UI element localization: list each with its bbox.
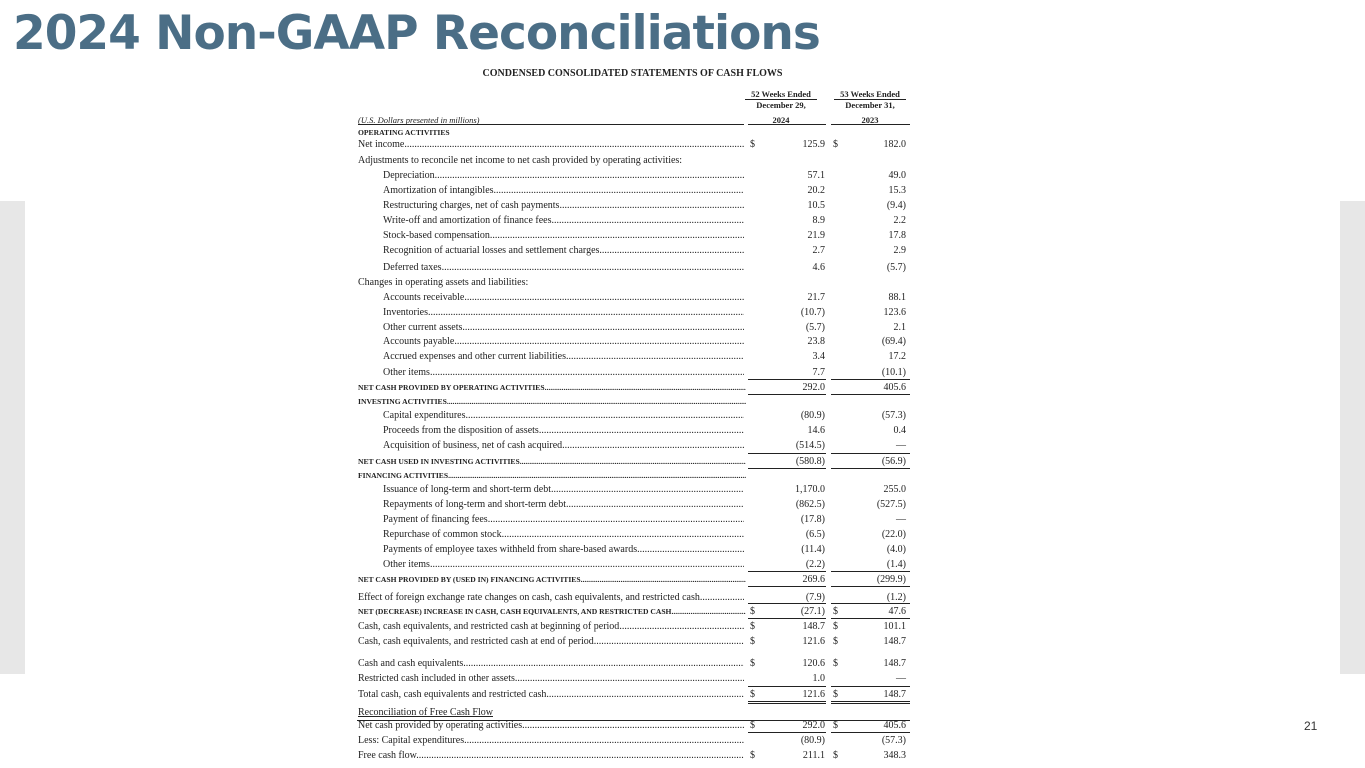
total-double-rule (748, 701, 826, 704)
value-2024: 3.4 (812, 351, 825, 362)
value-2024: 14.6 (807, 425, 825, 436)
subtotal-rule (748, 618, 826, 619)
value-2023: 0.4 (893, 425, 906, 436)
value-2024: 57.1 (807, 170, 825, 181)
subtotal-rule (831, 571, 910, 572)
value-2023: — (896, 440, 906, 451)
table-row (357, 672, 910, 686)
col2-date-header: December 31, (845, 100, 895, 110)
value-2024: 120.6 (802, 658, 825, 669)
value-2024: 121.6 (802, 689, 825, 700)
value-2024: 211.1 (802, 750, 825, 761)
table-row (357, 381, 910, 395)
subtotal-rule (831, 686, 910, 687)
table-row (357, 719, 910, 733)
table-row (357, 573, 910, 587)
subtotal-rule (831, 468, 910, 469)
row-label: Write-off and amortization of finance fees ..... (383, 214, 744, 228)
value-2024: (2.2) (805, 559, 825, 570)
row-label: Other current assets ..... (383, 321, 744, 335)
value-2024: 292.0 (802, 382, 825, 393)
row-label: Cash and cash equivalents ..... (358, 657, 744, 671)
table-row (357, 366, 910, 380)
table-row (357, 498, 910, 512)
row-label: Changes in operating assets and liabilities: (358, 277, 529, 288)
value-2023: 148.7 (883, 636, 906, 647)
row-label: Inventories ..... (383, 306, 744, 320)
value-2023: 49.0 (888, 170, 906, 181)
value-2023: (1.4) (886, 559, 906, 570)
value-2024: 121.6 (802, 636, 825, 647)
row-label: Restricted cash included in other assets ..... (358, 672, 744, 686)
currency-symbol-2024: $ (750, 750, 755, 761)
subtotal-rule (748, 468, 826, 469)
row-label: Effect of foreign exchange rate changes on cash, cash equivalents, and restricted cash ..... (358, 591, 744, 605)
value-2023: 148.7 (883, 689, 906, 700)
value-2023: 2.1 (893, 322, 906, 333)
row-label: Accounts receivable ..... (383, 291, 744, 305)
table-row (357, 229, 910, 243)
row-label: Cash, cash equivalents, and restricted cash at beginning of period ..... (358, 620, 744, 634)
row-label: Payment of financing fees ..... (383, 513, 744, 527)
value-2024: (80.9) (800, 410, 825, 421)
row-label: NET (DECREASE) INCREASE IN CASH, CASH EQUIVALENTS, AND RESTRICTED CASH ..... (358, 605, 746, 619)
value-2024: 10.5 (807, 200, 825, 211)
table-row (357, 543, 910, 557)
currency-symbol-2024: $ (750, 636, 755, 647)
row-label: Repayments of long-term and short-term debt ..... (383, 498, 744, 512)
value-2023: (299.9) (876, 574, 906, 585)
value-2024: 148.7 (802, 621, 825, 632)
row-label: Total cash, cash equivalents and restricted cash ..... (358, 688, 744, 702)
row-label: FINANCING ACTIVITIES ..... (358, 469, 746, 483)
row-label: Payments of employee taxes withheld from share-based awards ..... (383, 543, 744, 557)
col1-year-header: 2024 (772, 115, 790, 125)
value-2024: (580.8) (795, 456, 825, 467)
currency-symbol-2023: $ (833, 139, 838, 150)
row-label: Acquisition of business, net of cash acquired ..... (383, 439, 744, 453)
currency-symbol-2023: $ (833, 689, 838, 700)
table-row (357, 154, 910, 168)
row-label: INVESTING ACTIVITIES ..... (358, 395, 746, 409)
table-row (357, 306, 910, 320)
row-label: Adjustments to reconcile net income to net cash provided by operating activities: (358, 155, 683, 166)
value-2023: 88.1 (888, 292, 906, 303)
subtotal-rule (748, 394, 826, 395)
table-row (357, 439, 910, 453)
table-row (357, 528, 910, 542)
currency-symbol-2023: $ (833, 606, 838, 617)
value-2023: (69.4) (881, 336, 906, 347)
value-2023: 2.9 (893, 245, 906, 256)
row-label: Net cash provided by operating activities ..... (358, 719, 744, 733)
col1-weeks-header: 52 Weeks Ended (745, 89, 817, 100)
table-row (357, 214, 910, 228)
table-row (357, 335, 910, 349)
value-2023: 182.0 (883, 139, 906, 150)
subtotal-rule (748, 603, 826, 604)
value-2023: 148.7 (883, 658, 906, 669)
subtotal-rule (831, 394, 910, 395)
table-row (357, 591, 910, 605)
table-row (357, 749, 910, 763)
value-2023: — (896, 514, 906, 525)
table-row (357, 635, 910, 649)
subtotal-rule (831, 379, 910, 380)
table-row (357, 734, 910, 748)
table-row (357, 350, 910, 364)
table-row (357, 276, 910, 290)
row-label: Proceeds from the disposition of assets ..... (383, 424, 744, 438)
value-2023: 405.6 (883, 382, 906, 393)
subtotal-rule (831, 586, 910, 587)
value-2023: 123.6 (883, 307, 906, 318)
value-2023: 17.2 (888, 351, 906, 362)
value-2024: (11.4) (801, 544, 825, 555)
currency-symbol-2024: $ (750, 689, 755, 700)
currency-symbol-2023: $ (833, 658, 838, 669)
statement-title: CONDENSED CONSOLIDATED STATEMENTS OF CASH FLOWS (482, 68, 783, 79)
table-row (357, 513, 910, 527)
table-row (357, 620, 910, 634)
subtotal-rule (748, 571, 826, 572)
subtotal-rule (831, 603, 910, 604)
value-2024: 1,170.0 (795, 484, 825, 495)
subtotal-rule (748, 379, 826, 380)
value-2024: 1.0 (812, 673, 825, 684)
table-row (357, 483, 910, 497)
units-label: (U.S. Dollars presented in millions) (358, 115, 480, 125)
value-2024: (10.7) (800, 307, 825, 318)
row-label: Other items ..... (383, 366, 744, 380)
value-2023: (1.2) (886, 592, 906, 603)
value-2023: (22.0) (881, 529, 906, 540)
subtotal-rule (748, 586, 826, 587)
currency-symbol-2024: $ (750, 658, 755, 669)
value-2023: 101.1 (883, 621, 906, 632)
row-label: Net income ..... (358, 138, 744, 152)
value-2024: 7.7 (812, 367, 825, 378)
row-label: Depreciation ..... (383, 169, 744, 183)
row-label: Restructuring charges, net of cash payments ..... (383, 199, 744, 213)
value-2023: (10.1) (881, 367, 906, 378)
col2-weeks-header: 53 Weeks Ended (834, 89, 906, 100)
row-label: Capital expenditures ..... (383, 409, 744, 423)
row-label: Issuance of long-term and short-term debt ..... (383, 483, 744, 497)
row-label: Stock-based compensation ..... (383, 229, 744, 243)
value-2024: (17.8) (800, 514, 825, 525)
currency-symbol-2024: $ (750, 720, 755, 731)
value-2024: (5.7) (805, 322, 825, 333)
row-label: Repurchase of common stock ..... (383, 528, 744, 542)
value-2023: 15.3 (888, 185, 906, 196)
value-2024: 292.0 (802, 720, 825, 731)
value-2024: (80.9) (800, 735, 825, 746)
table-row (357, 244, 910, 258)
row-label: Less: Capital expenditures ..... (358, 734, 744, 748)
value-2023: 348.3 (883, 750, 906, 761)
value-2023: 47.6 (888, 606, 906, 617)
value-2024: 23.8 (807, 336, 825, 347)
currency-symbol-2023: $ (833, 636, 838, 647)
slide-title: 2024 Non-GAAP Reconciliations (13, 6, 820, 61)
table-row (357, 321, 910, 335)
table-row (357, 184, 910, 198)
value-2024: 4.6 (812, 262, 825, 273)
value-2023: (9.4) (886, 200, 906, 211)
value-2023: (56.9) (881, 456, 906, 467)
table-row (357, 169, 910, 183)
subtotal-rule (748, 453, 826, 454)
table-row (357, 291, 910, 305)
value-2023: (527.5) (876, 499, 906, 510)
row-label: Accrued expenses and other current liabilities ..... (383, 350, 744, 364)
row-label: NET CASH PROVIDED BY (USED IN) FINANCING ACTIVITIES ..... (358, 573, 746, 587)
row-label: Accounts payable ..... (383, 335, 744, 349)
table-row (357, 424, 910, 438)
value-2024: 8.9 (812, 215, 825, 226)
value-2023: 255.0 (883, 484, 906, 495)
table-row (357, 138, 910, 152)
currency-symbol-2023: $ (833, 720, 838, 731)
page-number: 21 (1304, 719, 1318, 733)
table-row (357, 261, 910, 275)
row-label: Cash, cash equivalents, and restricted cash at end of period ..... (358, 635, 744, 649)
subtotal-rule (748, 686, 826, 687)
subtotal-rule (748, 732, 826, 733)
value-2024: 2.7 (812, 245, 825, 256)
subtotal-rule (831, 732, 910, 733)
table-row (357, 409, 910, 423)
value-2024: 20.2 (807, 185, 825, 196)
row-label: Free cash flow ..... (358, 749, 744, 763)
value-2024: (514.5) (795, 440, 825, 451)
row-label: Other items ..... (383, 558, 744, 572)
currency-symbol-2023: $ (833, 750, 838, 761)
currency-symbol-2024: $ (750, 621, 755, 632)
table-row (357, 605, 910, 619)
row-label: Amortization of intangibles ..... (383, 184, 744, 198)
currency-symbol-2023: $ (833, 621, 838, 632)
value-2024: (27.1) (800, 606, 825, 617)
row-label: Deferred taxes ..... (383, 261, 744, 275)
value-2023: (57.3) (881, 410, 906, 421)
row-label: Recognition of actuarial losses and settlement charges ..... (383, 244, 744, 258)
table-row (357, 469, 910, 483)
row-label: OPERATING ACTIVITIES (358, 128, 450, 137)
row-label: NET CASH USED IN INVESTING ACTIVITIES ..... (358, 455, 746, 469)
row-label: NET CASH PROVIDED BY OPERATING ACTIVITIES ..... (358, 381, 746, 395)
value-2024: (7.9) (805, 592, 825, 603)
table-row (357, 657, 910, 671)
value-2023: 405.6 (883, 720, 906, 731)
value-2023: — (896, 673, 906, 684)
table-row (357, 199, 910, 213)
row-label: Reconciliation of Free Cash Flow (358, 707, 493, 718)
value-2024: 125.9 (802, 139, 825, 150)
col1-date-header: December 29, (756, 100, 806, 110)
value-2023: 17.8 (888, 230, 906, 241)
table-row (357, 395, 910, 409)
value-2024: 269.6 (802, 574, 825, 585)
value-2024: (862.5) (795, 499, 825, 510)
value-2024: 21.9 (807, 230, 825, 241)
value-2024: 21.7 (807, 292, 825, 303)
value-2024: (6.5) (805, 529, 825, 540)
col2-year-header: 2023 (861, 115, 879, 125)
table-row (357, 688, 910, 702)
value-2023: (57.3) (881, 735, 906, 746)
table-row (357, 455, 910, 469)
table-row (357, 558, 910, 572)
value-2023: (5.7) (886, 262, 906, 273)
value-2023: (4.0) (886, 544, 906, 555)
currency-symbol-2024: $ (750, 606, 755, 617)
total-double-rule (831, 701, 910, 704)
value-2023: 2.2 (893, 215, 906, 226)
currency-symbol-2024: $ (750, 139, 755, 150)
subtotal-rule (831, 453, 910, 454)
subtotal-rule (831, 618, 910, 619)
